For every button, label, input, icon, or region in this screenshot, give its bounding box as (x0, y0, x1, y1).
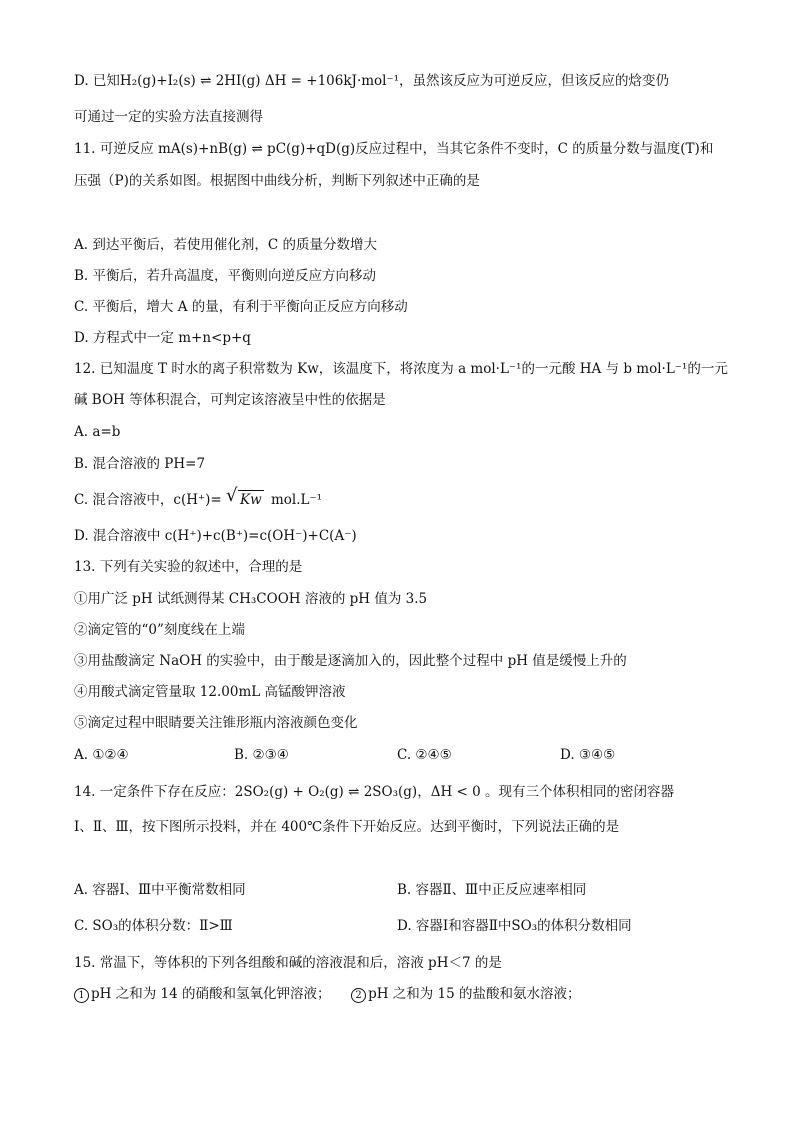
q11-option-a: A. 到达平衡后，若使用催化剂，C 的质量分数增大 (74, 237, 377, 253)
q13-option-d: D. ③④⑤ (560, 747, 616, 763)
q11-option-c: C. 平衡后，增大 A 的量，有利于平衡向正反应方向移动 (74, 299, 408, 315)
q12-option-c (74, 490, 754, 509)
q12-option-d: D. 混合溶液中 c(H⁺)+c(B⁺)=c(OH⁻)+C(A⁻) (74, 528, 357, 544)
q14-stem-line2: Ⅰ、Ⅱ、Ⅲ，按下图所示投料，并在 400℃条件下开始反应。达到平衡时，下列说法正确的是 (74, 819, 620, 835)
q12-option-c-prefix: C. 混合溶液中，c(H⁺)= (74, 492, 222, 508)
q12-option-b: B. 混合溶液的 PH=7 (74, 456, 206, 472)
q10-option-d-line2: 可通过一定的实验方法直接测得 (74, 109, 263, 125)
circled-number-2: 2 (351, 988, 366, 1003)
q12-stem-line2: 碱 BOH 等体积混合，可判定该溶液呈中性的依据是 (74, 392, 386, 408)
q12-stem-line1: 12. 已知温度 T 时水的离子积常数为 Kw，该温度下，将浓度为 a mol·L⁻¹的一元酸 HA 与 b mol·L⁻¹的一元 (74, 361, 728, 377)
q11-option-d: D. 方程式中一定 m+n<p+q (74, 330, 251, 346)
q13-option-a: A. ①②④ (74, 747, 129, 763)
q11-stem-line2: 压强（P)的关系如图。根据图中曲线分析，判断下列叙述中正确的是 (74, 173, 480, 189)
q13-statement-1: ①用广泛 pH 试纸测得某 CH₃COOH 溶液的 pH 值为 3.5 (74, 591, 428, 607)
circled-number-1: 1 (74, 988, 89, 1003)
q13-option-c: C. ②④⑤ (397, 747, 452, 763)
sqrt-radicand: Kw (240, 492, 262, 508)
q13-statement-3: ③用盐酸滴定 NaOH 的实验中，由于酸是逐滴加入的，因此整个过程中 pH 值是缓慢上升的 (74, 653, 627, 669)
q12-option-c-unit: mol.L⁻¹ (271, 492, 323, 508)
q12-option-a: A. a=b (74, 424, 121, 440)
q11-option-b: B. 平衡后，若升高温度，平衡则向逆反应方向移动 (74, 268, 377, 284)
q13-option-b: B. ②③④ (234, 747, 289, 763)
q14-stem-line1: 14. 一定条件下存在反应：2SO₂(g) + O₂(g) ⇌ 2SO₃(g)，ΔH < 0 。现有三个体积相同的密闭容器 (74, 784, 674, 800)
sqrt-symbol (226, 490, 264, 509)
q10-option-d-line1: D. 已知H₂(g)+I₂(s) ⇌ 2HI(g) ΔH = +106kJ·mol⁻¹，虽然该反应为可逆反应，但该反应的焓变仍 (74, 73, 670, 89)
q13-statement-4: ④用酸式滴定管量取 12.00mL 高锰酸钾溶液 (74, 684, 346, 700)
q15-item-2: pH 之和为 15 的盐酸和氨水溶液； (368, 986, 581, 1002)
q14-option-d: D. 容器Ⅰ和容器Ⅱ中SO₃的体积分数相同 (397, 918, 632, 934)
q11-stem-line1: 11. 可逆反应 mA(s)+nB(g) ⇌ pC(g)+qD(g)反应过程中，当其它条件不变时，C 的质量分数与温度(T)和 (74, 141, 714, 157)
q13-statement-2: ②滴定管的“0”刻度线在上端 (74, 622, 245, 638)
q15-item-1: pH 之和为 14 的硝酸和氢氧化钾溶液； (91, 986, 331, 1002)
q14-option-a: A. 容器Ⅰ、Ⅲ中平衡常数相同 (74, 882, 246, 898)
q13-statement-5: ⑤滴定过程中眼睛要关注锥形瓶内溶液颜色变化 (74, 715, 358, 731)
q15-stem: 15. 常温下，等体积的下列各组酸和碱的溶液混和后，溶液 pH＜7 的是 (74, 955, 502, 971)
q14-option-c: C. SO₃的体积分数：Ⅱ>Ⅲ (74, 918, 233, 934)
q14-option-b: B. 容器Ⅱ、Ⅲ中正反应速率相同 (397, 882, 587, 898)
q15-items (74, 985, 754, 1003)
q13-stem: 13. 下列有关实验的叙述中，合理的是 (74, 559, 303, 575)
